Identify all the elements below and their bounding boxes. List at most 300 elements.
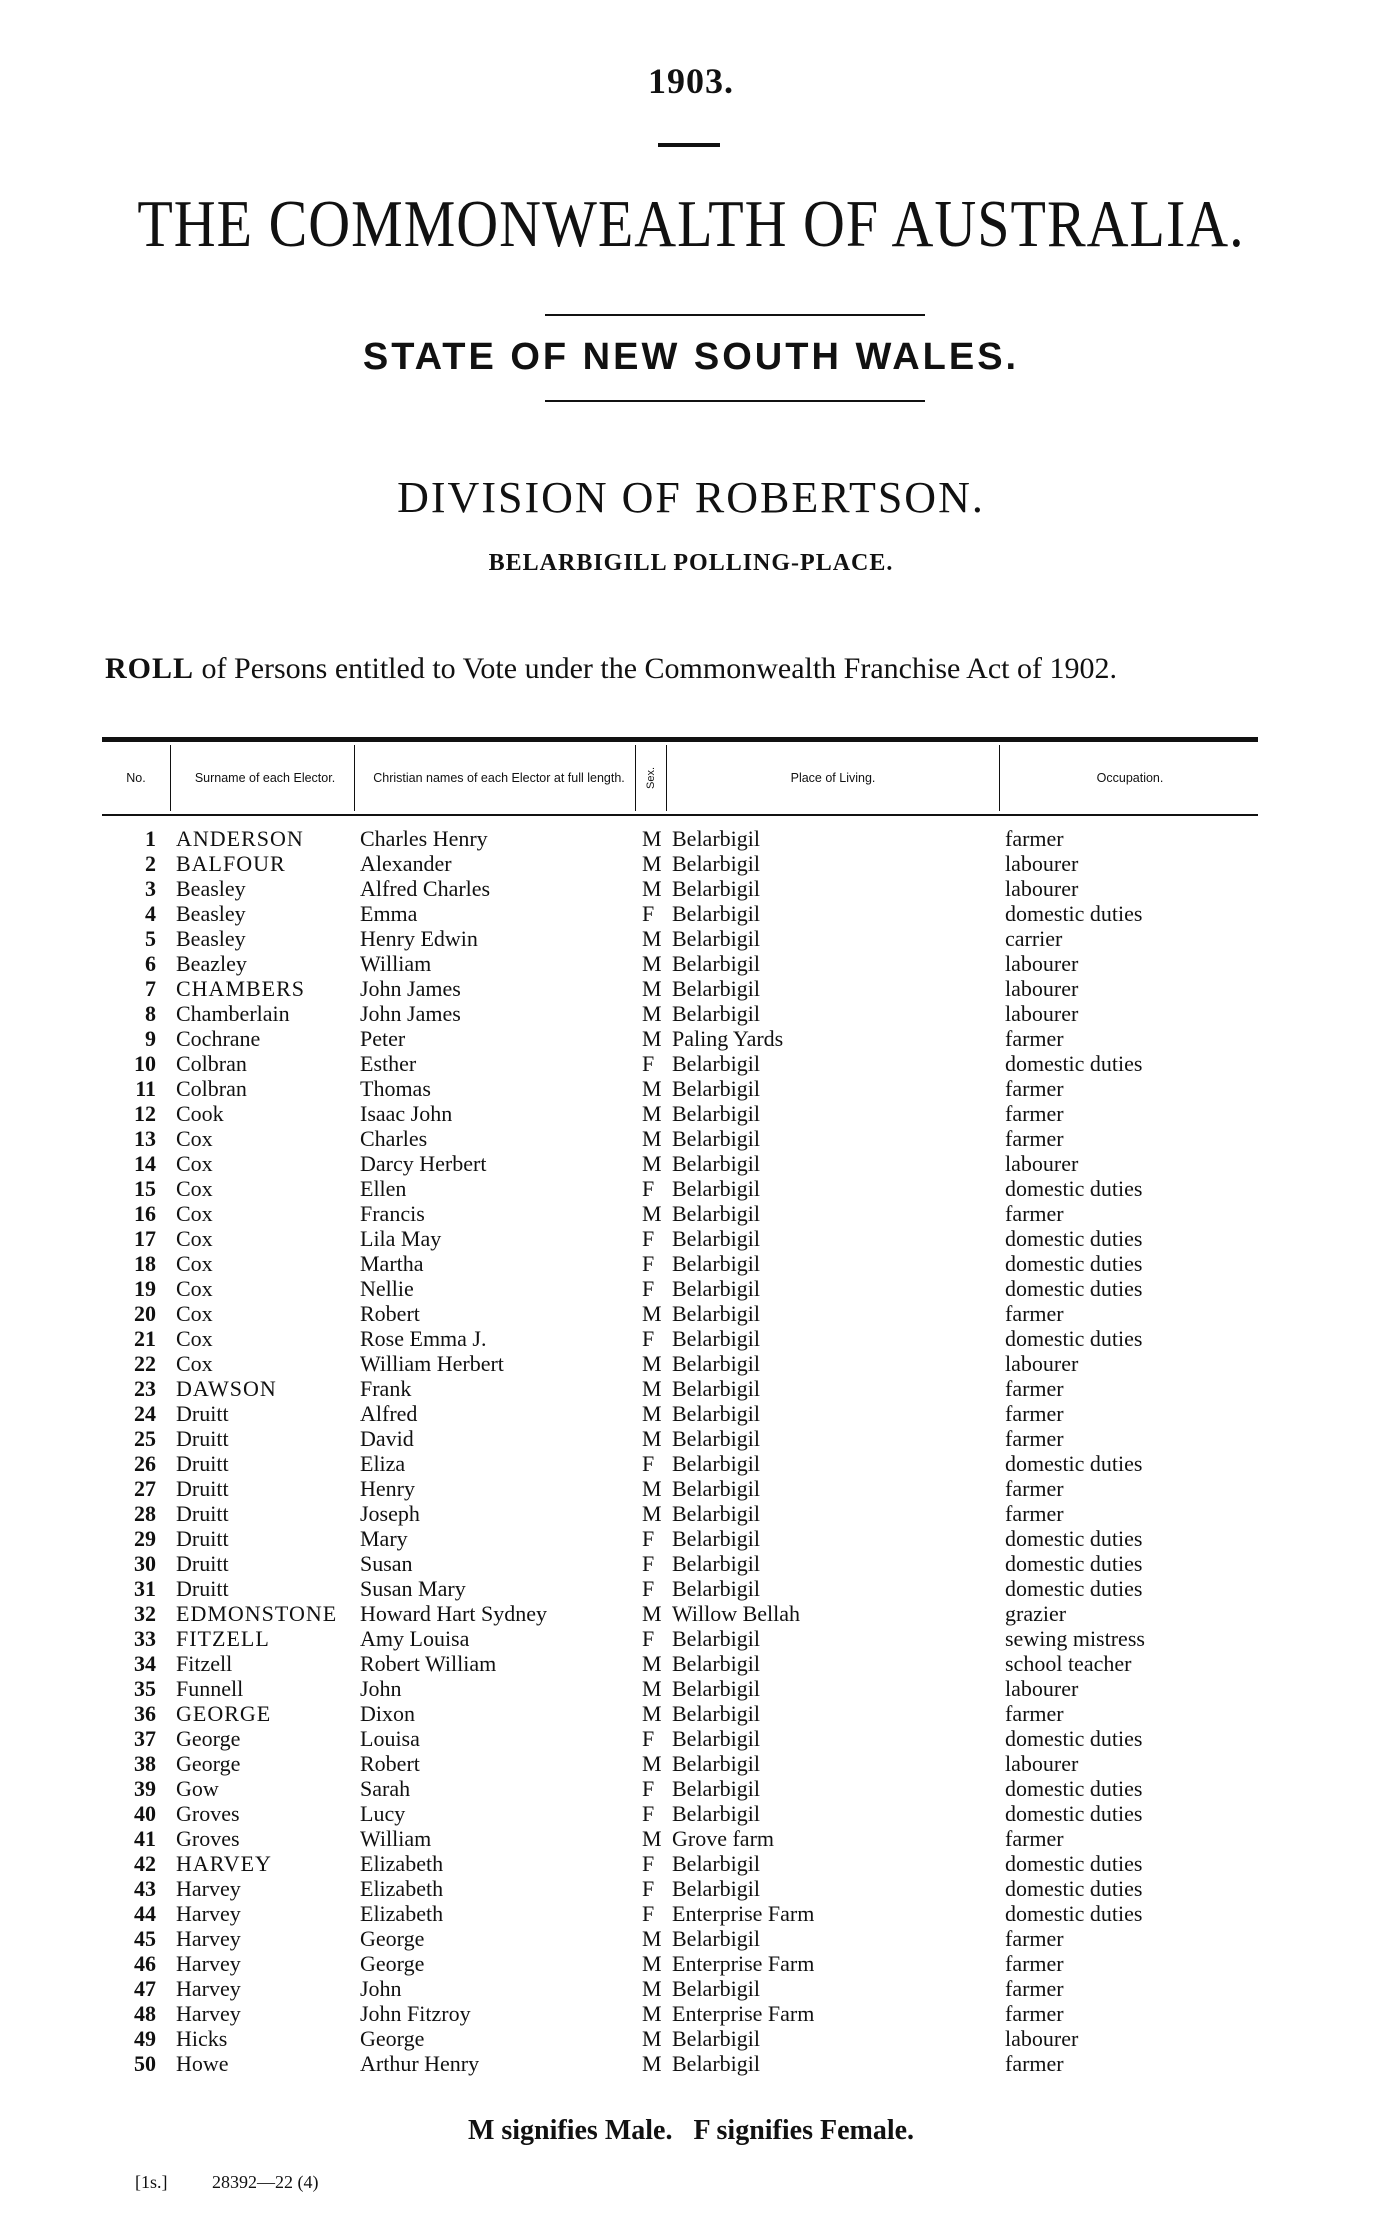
table-row <box>0 1351 1382 1376</box>
elector-number: 30 <box>134 1551 156 1576</box>
elector-sex: M <box>642 1976 662 2001</box>
elector-surname: Druitt <box>176 1401 229 1426</box>
elector-place: Belarbigil <box>672 1501 760 1526</box>
elector-sex: M <box>642 1376 662 1401</box>
elector-surname: GEORGE <box>176 1701 272 1726</box>
elector-place: Enterprise Farm <box>672 1901 815 1926</box>
elector-occupation: domestic duties <box>1005 1051 1143 1076</box>
elector-occupation: labourer <box>1005 1751 1079 1776</box>
elector-number: 1 <box>145 826 156 851</box>
elector-number: 48 <box>134 2001 156 2026</box>
elector-christian-names: Robert William <box>360 1651 497 1676</box>
elector-number: 37 <box>134 1726 156 1751</box>
elector-place: Belarbigil <box>672 1351 760 1376</box>
table-row <box>0 1176 1382 1201</box>
elector-place: Belarbigil <box>672 1101 760 1126</box>
elector-christian-names: John James <box>360 1001 461 1026</box>
table-row <box>0 1326 1382 1351</box>
header-occupation: Occupation. <box>1096 771 1164 785</box>
elector-number: 31 <box>134 1576 156 1601</box>
elector-surname: CHAMBERS <box>176 976 306 1001</box>
year-rule <box>658 143 720 147</box>
elector-sex: M <box>642 951 662 976</box>
elector-place: Belarbigil <box>672 1476 760 1501</box>
elector-surname: BALFOUR <box>176 851 286 876</box>
elector-number: 25 <box>134 1426 156 1451</box>
elector-place: Belarbigil <box>672 1176 760 1201</box>
table-row <box>0 1751 1382 1776</box>
elector-sex: F <box>642 1776 655 1801</box>
elector-number: 15 <box>134 1176 156 1201</box>
elector-occupation: domestic duties <box>1005 1901 1143 1926</box>
elector-christian-names: Elizabeth <box>360 1851 444 1876</box>
elector-place: Belarbigil <box>672 2026 760 2051</box>
elector-sex: M <box>642 2051 662 2076</box>
elector-place: Belarbigil <box>672 826 760 851</box>
elector-number: 19 <box>134 1276 156 1301</box>
elector-sex: F <box>642 1551 655 1576</box>
elector-sex: F <box>642 1876 655 1901</box>
table-row <box>0 826 1382 851</box>
elector-sex: F <box>642 1726 655 1751</box>
elector-occupation: sewing mistress <box>1005 1626 1145 1651</box>
elector-sex: F <box>642 901 655 926</box>
elector-occupation: domestic duties <box>1005 1876 1143 1901</box>
elector-number: 47 <box>134 1976 156 2001</box>
elector-christian-names: Susan <box>360 1551 413 1576</box>
elector-sex: F <box>642 1576 655 1601</box>
header-sex <box>636 742 666 814</box>
elector-surname: George <box>176 1751 241 1776</box>
elector-occupation: domestic duties <box>1005 1276 1143 1301</box>
elector-number: 8 <box>145 1001 156 1026</box>
elector-christian-names: Esther <box>360 1051 417 1076</box>
elector-number: 32 <box>134 1601 156 1626</box>
elector-place: Belarbigil <box>672 876 760 901</box>
elector-number: 3 <box>145 876 156 901</box>
elector-sex: M <box>642 2026 662 2051</box>
table-row <box>0 1951 1382 1976</box>
elector-occupation: domestic duties <box>1005 1776 1143 1801</box>
table-row <box>0 1676 1382 1701</box>
elector-surname: Colbran <box>176 1076 247 1101</box>
elector-place: Belarbigil <box>672 1976 760 2001</box>
elector-surname: EDMONSTONE <box>176 1601 338 1626</box>
elector-occupation: farmer <box>1005 1951 1064 1976</box>
table-row <box>0 1301 1382 1326</box>
elector-place: Belarbigil <box>672 1526 760 1551</box>
elector-surname: Colbran <box>176 1051 247 1076</box>
elector-occupation: farmer <box>1005 1376 1064 1401</box>
elector-sex: M <box>642 1301 662 1326</box>
table-row <box>0 1776 1382 1801</box>
elector-sex: F <box>642 1326 655 1351</box>
header-divider <box>999 745 1000 811</box>
elector-christian-names: John <box>360 1676 402 1701</box>
table-row <box>0 1201 1382 1226</box>
elector-place: Belarbigil <box>672 1226 760 1251</box>
elector-occupation: farmer <box>1005 1401 1064 1426</box>
elector-surname: Cox <box>176 1351 213 1376</box>
elector-sex: F <box>642 1226 655 1251</box>
elector-number: 11 <box>135 1076 156 1101</box>
elector-surname: Gow <box>176 1776 219 1801</box>
elector-sex: M <box>642 1601 662 1626</box>
elector-place: Belarbigil <box>672 1626 760 1651</box>
elector-christian-names: Joseph <box>360 1501 420 1526</box>
table-row <box>0 1726 1382 1751</box>
elector-christian-names: Sarah <box>360 1776 411 1801</box>
elector-christian-names: Robert <box>360 1751 420 1776</box>
elector-surname: Groves <box>176 1826 240 1851</box>
elector-christian-names: Elizabeth <box>360 1901 444 1926</box>
elector-christian-names: Robert <box>360 1301 420 1326</box>
elector-surname: Harvey <box>176 1876 241 1901</box>
elector-number: 33 <box>134 1626 156 1651</box>
elector-occupation: farmer <box>1005 1126 1064 1151</box>
elector-christian-names: John <box>360 1976 402 2001</box>
header-no: No. <box>126 771 146 785</box>
elector-christian-names: Elizabeth <box>360 1876 444 1901</box>
elector-sex: F <box>642 1851 655 1876</box>
elector-christian-names: David <box>360 1426 414 1451</box>
elector-number: 16 <box>134 1201 156 1226</box>
elector-number: 41 <box>134 1826 156 1851</box>
elector-sex: M <box>642 1426 662 1451</box>
elector-occupation: labourer <box>1005 1676 1079 1701</box>
print-size-code: [1s.] <box>135 2172 168 2192</box>
roll-caption-text: of Persons entitled to Vote under the Commonwealth Franchise Act of 1902. <box>201 652 1117 685</box>
table-row <box>0 1876 1382 1901</box>
elector-christian-names: Frank <box>360 1376 412 1401</box>
elector-place: Belarbigil <box>672 1451 760 1476</box>
elector-sex: M <box>642 2001 662 2026</box>
elector-number: 4 <box>145 901 156 926</box>
elector-place: Paling Yards <box>672 1026 784 1051</box>
elector-surname: George <box>176 1726 241 1751</box>
document-year: 1903. <box>648 61 734 101</box>
elector-surname: Hicks <box>176 2026 228 2051</box>
elector-occupation: farmer <box>1005 1426 1064 1451</box>
elector-sex: M <box>642 976 662 1001</box>
elector-surname: FITZELL <box>176 1626 270 1651</box>
state-heading: STATE OF NEW SOUTH WALES. <box>362 336 1020 378</box>
table-row <box>0 976 1382 1001</box>
elector-place: Belarbigil <box>672 1726 760 1751</box>
elector-surname: Druitt <box>176 1426 229 1451</box>
elector-number: 5 <box>145 926 156 951</box>
elector-surname: Harvey <box>176 2001 241 2026</box>
elector-occupation: domestic duties <box>1005 1176 1143 1201</box>
table-row <box>0 876 1382 901</box>
elector-sex: M <box>642 1951 662 1976</box>
printer-code <box>135 2172 359 2193</box>
elector-number: 13 <box>134 1126 156 1151</box>
elector-number: 27 <box>134 1476 156 1501</box>
elector-occupation: farmer <box>1005 2001 1064 2026</box>
elector-number: 10 <box>134 1051 156 1076</box>
elector-occupation: domestic duties <box>1005 901 1143 926</box>
elector-surname: Harvey <box>176 1976 241 2001</box>
elector-place: Belarbigil <box>672 1751 760 1776</box>
elector-place: Belarbigil <box>672 1676 760 1701</box>
state-bottom-rule <box>545 400 925 402</box>
elector-christian-names: Martha <box>360 1251 424 1276</box>
elector-occupation: domestic duties <box>1005 1451 1143 1476</box>
polling-place-heading: BELARBIGILL POLLING-PLACE. <box>488 550 894 576</box>
elector-place: Belarbigil <box>672 1776 760 1801</box>
header-christian-names: Christian names of each Elector at full length. <box>373 771 625 785</box>
table-row <box>0 1376 1382 1401</box>
elector-surname: Cox <box>176 1251 213 1276</box>
elector-occupation: domestic duties <box>1005 1801 1143 1826</box>
elector-surname: Groves <box>176 1801 240 1826</box>
elector-sex: M <box>642 1026 662 1051</box>
elector-place: Belarbigil <box>672 1426 760 1451</box>
elector-surname: Druitt <box>176 1501 229 1526</box>
elector-place: Enterprise Farm <box>672 2001 815 2026</box>
elector-christian-names: Amy Louisa <box>360 1626 470 1651</box>
elector-place: Belarbigil <box>672 1201 760 1226</box>
table-row <box>0 1251 1382 1276</box>
elector-christian-names: Peter <box>360 1026 406 1051</box>
header-divider <box>170 745 171 811</box>
elector-number: 17 <box>134 1226 156 1251</box>
elector-number: 50 <box>134 2051 156 2076</box>
elector-number: 46 <box>134 1951 156 1976</box>
elector-place: Belarbigil <box>672 1651 760 1676</box>
elector-sex: M <box>642 1476 662 1501</box>
table-row <box>0 1001 1382 1026</box>
table-row <box>0 1026 1382 1051</box>
elector-place: Belarbigil <box>672 1876 760 1901</box>
table-row <box>0 901 1382 926</box>
elector-place: Belarbigil <box>672 2051 760 2076</box>
elector-sex: M <box>642 1651 662 1676</box>
elector-sex: M <box>642 1351 662 1376</box>
elector-occupation: farmer <box>1005 1026 1064 1051</box>
elector-occupation: domestic duties <box>1005 1251 1143 1276</box>
elector-occupation: farmer <box>1005 1976 1064 2001</box>
elector-surname: Cox <box>176 1126 213 1151</box>
elector-christian-names: William <box>360 951 432 976</box>
elector-surname: Druitt <box>176 1451 229 1476</box>
roll-caption-lead: ROLL <box>105 652 195 685</box>
elector-christian-names: William Herbert <box>360 1351 504 1376</box>
table-row <box>0 1226 1382 1251</box>
table-row <box>0 1976 1382 2001</box>
elector-place: Enterprise Farm <box>672 1951 815 1976</box>
elector-christian-names: Charles Henry <box>360 826 488 851</box>
elector-place: Belarbigil <box>672 951 760 976</box>
elector-surname: Cox <box>176 1201 213 1226</box>
elector-place: Belarbigil <box>672 1701 760 1726</box>
table-row <box>0 1451 1382 1476</box>
elector-surname: Cox <box>176 1151 213 1176</box>
elector-occupation: farmer <box>1005 1301 1064 1326</box>
table-row <box>0 1126 1382 1151</box>
elector-christian-names: Howard Hart Sydney <box>360 1601 547 1626</box>
elector-occupation: labourer <box>1005 1001 1079 1026</box>
table-row <box>0 1051 1382 1076</box>
table-row <box>0 1401 1382 1426</box>
table-row <box>0 926 1382 951</box>
elector-christian-names: Alexander <box>360 851 452 876</box>
elector-christian-names: Lila May <box>360 1226 442 1251</box>
elector-surname: Cochrane <box>176 1026 261 1051</box>
elector-christian-names: Alfred Charles <box>360 876 491 901</box>
elector-number: 22 <box>134 1351 156 1376</box>
elector-number: 23 <box>134 1376 156 1401</box>
elector-occupation: domestic duties <box>1005 1551 1143 1576</box>
elector-place: Belarbigil <box>672 1076 760 1101</box>
elector-occupation: labourer <box>1005 851 1079 876</box>
elector-surname: Cook <box>176 1101 224 1126</box>
table-row <box>0 1276 1382 1301</box>
elector-surname: Fitzell <box>176 1651 233 1676</box>
document-title: THE COMMONWEALTH OF AUSTRALIA. <box>137 186 1245 261</box>
elector-christian-names: Rose Emma J. <box>360 1326 487 1351</box>
elector-christian-names: John James <box>360 976 461 1001</box>
elector-sex: F <box>642 1451 655 1476</box>
elector-sex: M <box>642 1701 662 1726</box>
elector-occupation: domestic duties <box>1005 1526 1143 1551</box>
elector-occupation: domestic duties <box>1005 1326 1143 1351</box>
elector-sex: M <box>642 1926 662 1951</box>
elector-occupation: farmer <box>1005 1076 1064 1101</box>
elector-sex: F <box>642 1276 655 1301</box>
elector-number: 7 <box>145 976 156 1001</box>
elector-surname: Cox <box>176 1276 213 1301</box>
elector-place: Belarbigil <box>672 1301 760 1326</box>
roll-caption <box>105 652 1275 686</box>
elector-number: 39 <box>134 1776 156 1801</box>
header-surname: Surname of each Elector. <box>194 771 336 785</box>
elector-occupation: farmer <box>1005 1501 1064 1526</box>
table-row <box>0 2026 1382 2051</box>
table-row <box>0 951 1382 976</box>
elector-occupation: domestic duties <box>1005 1726 1143 1751</box>
elector-number: 26 <box>134 1451 156 1476</box>
roll-table-header <box>102 737 1258 816</box>
elector-occupation: carrier <box>1005 926 1063 951</box>
elector-sex: F <box>642 1051 655 1076</box>
elector-sex: M <box>642 926 662 951</box>
table-row <box>0 1151 1382 1176</box>
elector-number: 45 <box>134 1926 156 1951</box>
elector-surname: Druitt <box>176 1576 229 1601</box>
elector-number: 12 <box>134 1101 156 1126</box>
elector-surname: Beasley <box>176 926 246 951</box>
table-row <box>0 2001 1382 2026</box>
elector-occupation: labourer <box>1005 976 1079 1001</box>
elector-number: 14 <box>134 1151 156 1176</box>
elector-christian-names: Eliza <box>360 1451 406 1476</box>
elector-christian-names: Alfred <box>360 1401 418 1426</box>
elector-christian-names: Arthur Henry <box>360 2051 480 2076</box>
elector-surname: Cox <box>176 1301 213 1326</box>
elector-occupation: labourer <box>1005 2026 1079 2051</box>
elector-occupation: domestic duties <box>1005 1851 1143 1876</box>
elector-sex: M <box>642 1101 662 1126</box>
table-row <box>0 1476 1382 1501</box>
elector-number: 42 <box>134 1851 156 1876</box>
elector-place: Willow Bellah <box>672 1601 801 1626</box>
elector-sex: M <box>642 876 662 901</box>
elector-sex: M <box>642 1076 662 1101</box>
elector-number: 49 <box>134 2026 156 2051</box>
elector-christian-names: Emma <box>360 901 418 926</box>
elector-sex: M <box>642 826 662 851</box>
elector-occupation: grazier <box>1005 1601 1067 1626</box>
elector-occupation: farmer <box>1005 1201 1064 1226</box>
elector-place: Belarbigil <box>672 1401 760 1426</box>
elector-christian-names: Ellen <box>360 1176 407 1201</box>
header-place: Place of Living. <box>790 771 876 785</box>
elector-place: Belarbigil <box>672 901 760 926</box>
table-row <box>0 1551 1382 1576</box>
elector-surname: Druitt <box>176 1526 229 1551</box>
elector-christian-names: Dixon <box>360 1701 415 1726</box>
elector-number: 6 <box>145 951 156 976</box>
elector-place: Belarbigil <box>672 1051 760 1076</box>
elector-occupation: school teacher <box>1005 1651 1132 1676</box>
print-job-number: 28392—22 (4) <box>212 2172 319 2192</box>
elector-place: Belarbigil <box>672 1001 760 1026</box>
division-heading: DIVISION OF ROBERTSON. <box>397 473 985 522</box>
elector-number: 40 <box>134 1801 156 1826</box>
elector-occupation: labourer <box>1005 1351 1079 1376</box>
elector-surname: Druitt <box>176 1551 229 1576</box>
elector-surname: Funnell <box>176 1676 244 1701</box>
table-row <box>0 1101 1382 1126</box>
elector-place: Belarbigil <box>672 926 760 951</box>
table-row <box>0 1426 1382 1451</box>
elector-place: Belarbigil <box>672 1326 760 1351</box>
elector-number: 2 <box>145 851 156 876</box>
elector-sex: M <box>642 851 662 876</box>
elector-place: Belarbigil <box>672 1126 760 1151</box>
elector-number: 21 <box>134 1326 156 1351</box>
elector-place: Belarbigil <box>672 1851 760 1876</box>
elector-number: 36 <box>134 1701 156 1726</box>
elector-place: Belarbigil <box>672 1576 760 1601</box>
elector-christian-names: George <box>360 1926 425 1951</box>
elector-surname: Harvey <box>176 1926 241 1951</box>
sex-legend: M signifies Male. F signifies Female. <box>467 2115 915 2146</box>
table-row <box>0 1526 1382 1551</box>
table-row <box>0 1901 1382 1926</box>
elector-place: Belarbigil <box>672 1551 760 1576</box>
table-row <box>0 1576 1382 1601</box>
elector-surname: Cox <box>176 1326 213 1351</box>
elector-occupation: farmer <box>1005 1826 1064 1851</box>
table-row <box>0 851 1382 876</box>
elector-surname: Cox <box>176 1226 213 1251</box>
elector-number: 38 <box>134 1751 156 1776</box>
elector-sex: M <box>642 1676 662 1701</box>
elector-surname: Cox <box>176 1176 213 1201</box>
elector-number: 24 <box>134 1401 156 1426</box>
elector-sex: F <box>642 1526 655 1551</box>
elector-christian-names: George <box>360 1951 425 1976</box>
table-row <box>0 1626 1382 1651</box>
elector-sex: F <box>642 1176 655 1201</box>
table-row <box>0 1601 1382 1626</box>
elector-sex: M <box>642 1151 662 1176</box>
elector-occupation: labourer <box>1005 951 1079 976</box>
elector-christian-names: Thomas <box>360 1076 431 1101</box>
